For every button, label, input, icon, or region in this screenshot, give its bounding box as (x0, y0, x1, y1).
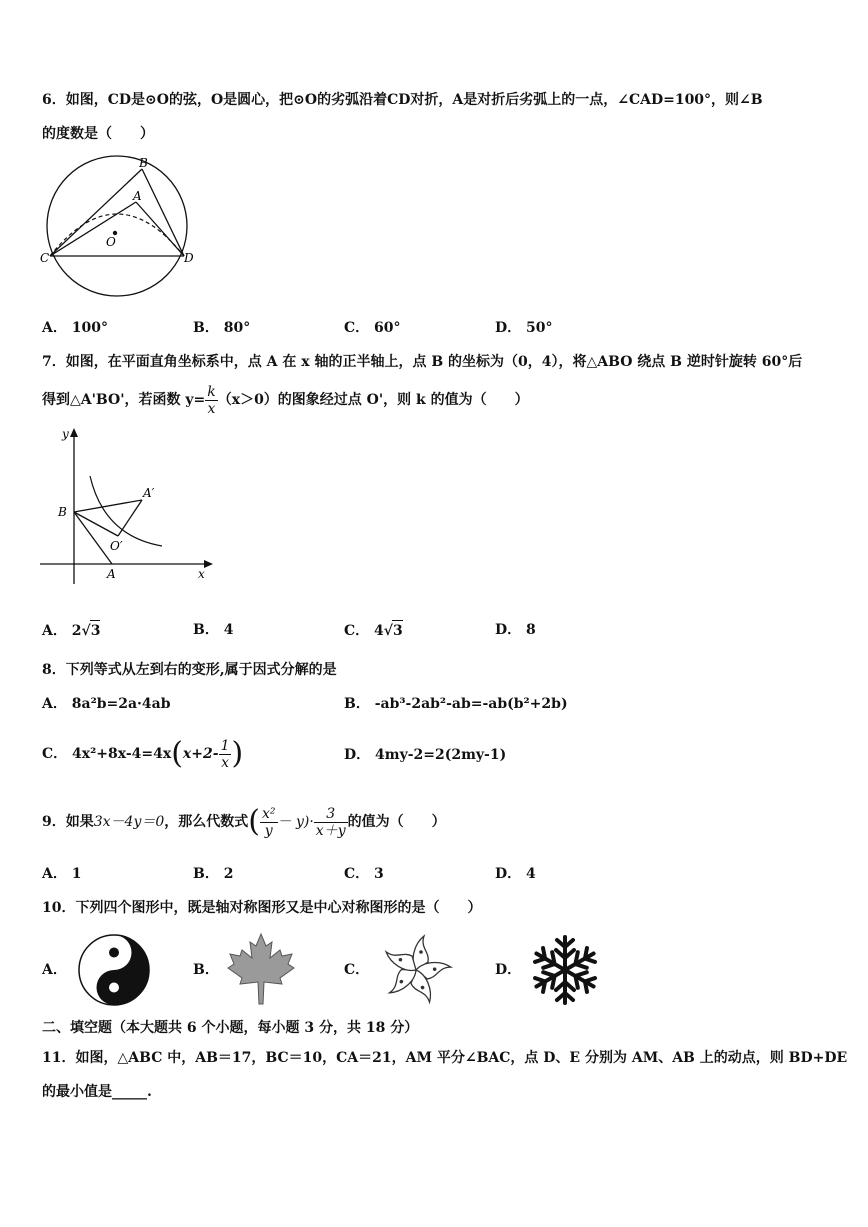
section-heading-fill-in: 二、填空题（本大题共 6 个小题，每小题 3 分，共 18 分） (42, 1020, 419, 1036)
q6-label-d: D (184, 251, 194, 265)
q6-label-c: C (40, 251, 50, 265)
q10-stem: 10．下列四个图形中，既是轴对称图形又是中心对称图形的是（ ） (42, 900, 482, 916)
q9-option-c[interactable]: C． 3 (344, 866, 384, 882)
q7-label-o-prime: O′ (110, 539, 123, 553)
q9-option-d[interactable]: D． 4 (495, 866, 536, 882)
q7-option-c[interactable]: C． 4√3 (344, 620, 403, 641)
q7-function-fraction: $\frac{k}{x}$ (207, 383, 216, 417)
q8-option-a[interactable]: A． 8a²b=2a·4ab (42, 696, 171, 712)
q6-option-d[interactable]: D． 50° (495, 320, 553, 336)
q9-stem: 9．如果3x－4y＝0，那么代数式( $\frac{\text{x²}}{y}$ － y)· $\frac{3}{x+y}$ 的值为（ ） (42, 804, 446, 839)
q9-option-a[interactable]: A． 1 (42, 866, 82, 882)
q11-stem-line1: 11．如图，△ABC 中，AB＝17，BC＝10，CA＝21，AM 平分∠BAC，点 D、E 分别为 AM、AB 上的动点，则 BD+DE (42, 1050, 848, 1066)
q10-option-a[interactable]: A． (42, 962, 67, 978)
q6-option-b[interactable]: B． 80° (193, 320, 251, 336)
yin-yang-icon (74, 930, 154, 1010)
q6-stem-line1: 6．如图，CD是⊙O的弦，O是圆心，把⊙O的劣弧沿着CD对折，A是对折后劣弧上的一点，∠CAD=100°，则∠B (42, 92, 763, 108)
q6-label-o: O (106, 235, 116, 249)
q6-option-a[interactable]: A． 100° (42, 320, 108, 336)
q10-option-c[interactable]: C． (344, 962, 370, 978)
q7-option-d[interactable]: D． 8 (495, 622, 536, 638)
q8-stem: 8．下列等式从左到右的变形,属于因式分解的是 (42, 662, 337, 678)
q7-coordinate-figure (38, 424, 218, 586)
q6-label-b: B (139, 156, 148, 170)
q7-axis-label-x: x (198, 567, 205, 581)
q7-stem-line2: 得到△A'BO'，若函数 y= $\frac{k}{x}$ （x＞0）的图象经过点 O'，则 k 的值为（ ） (42, 383, 529, 417)
q7-axis-label-y: y (62, 427, 69, 441)
q6-option-c[interactable]: C． 60° (344, 320, 401, 336)
q7-label-b: B (58, 505, 67, 519)
q7-option-a[interactable]: A． 2√3 (42, 620, 100, 641)
maple-leaf-icon (222, 930, 300, 1008)
q6-stem-line2: 的度数是（ ） (42, 126, 154, 142)
q6-label-a: A (133, 189, 142, 203)
q7-label-a: A (107, 567, 116, 581)
q7-option-b[interactable]: B． 4 (193, 622, 234, 638)
bauhinia-flower-icon (374, 930, 458, 1010)
q10-option-d[interactable]: D． (495, 962, 522, 978)
q9-option-b[interactable]: B． 2 (193, 866, 234, 882)
q8-option-b[interactable]: B． -ab³-2ab²-ab=-ab(b²+2b) (344, 696, 568, 712)
q7-stem-line1: 7．如图，在平面直角坐标系中，点 A 在 x 轴的正半轴上，点 B 的坐标为（0，4），将△ABO 绕点 B 逆时针旋转 60°后 (42, 354, 803, 370)
q8-option-d[interactable]: D． 4my-2=2(2my-1) (344, 747, 507, 763)
q6-circle-figure (38, 152, 198, 312)
snowflake-icon (526, 930, 604, 1010)
q10-option-b[interactable]: B． (193, 962, 219, 978)
q8-option-c[interactable]: C． 4x²+8x-4=4x(x+2- $\frac{1}{x}$ ) (42, 736, 244, 771)
q7-label-a-prime: A′ (143, 486, 155, 500)
q11-stem-line2: 的最小值是_____. (42, 1084, 152, 1100)
